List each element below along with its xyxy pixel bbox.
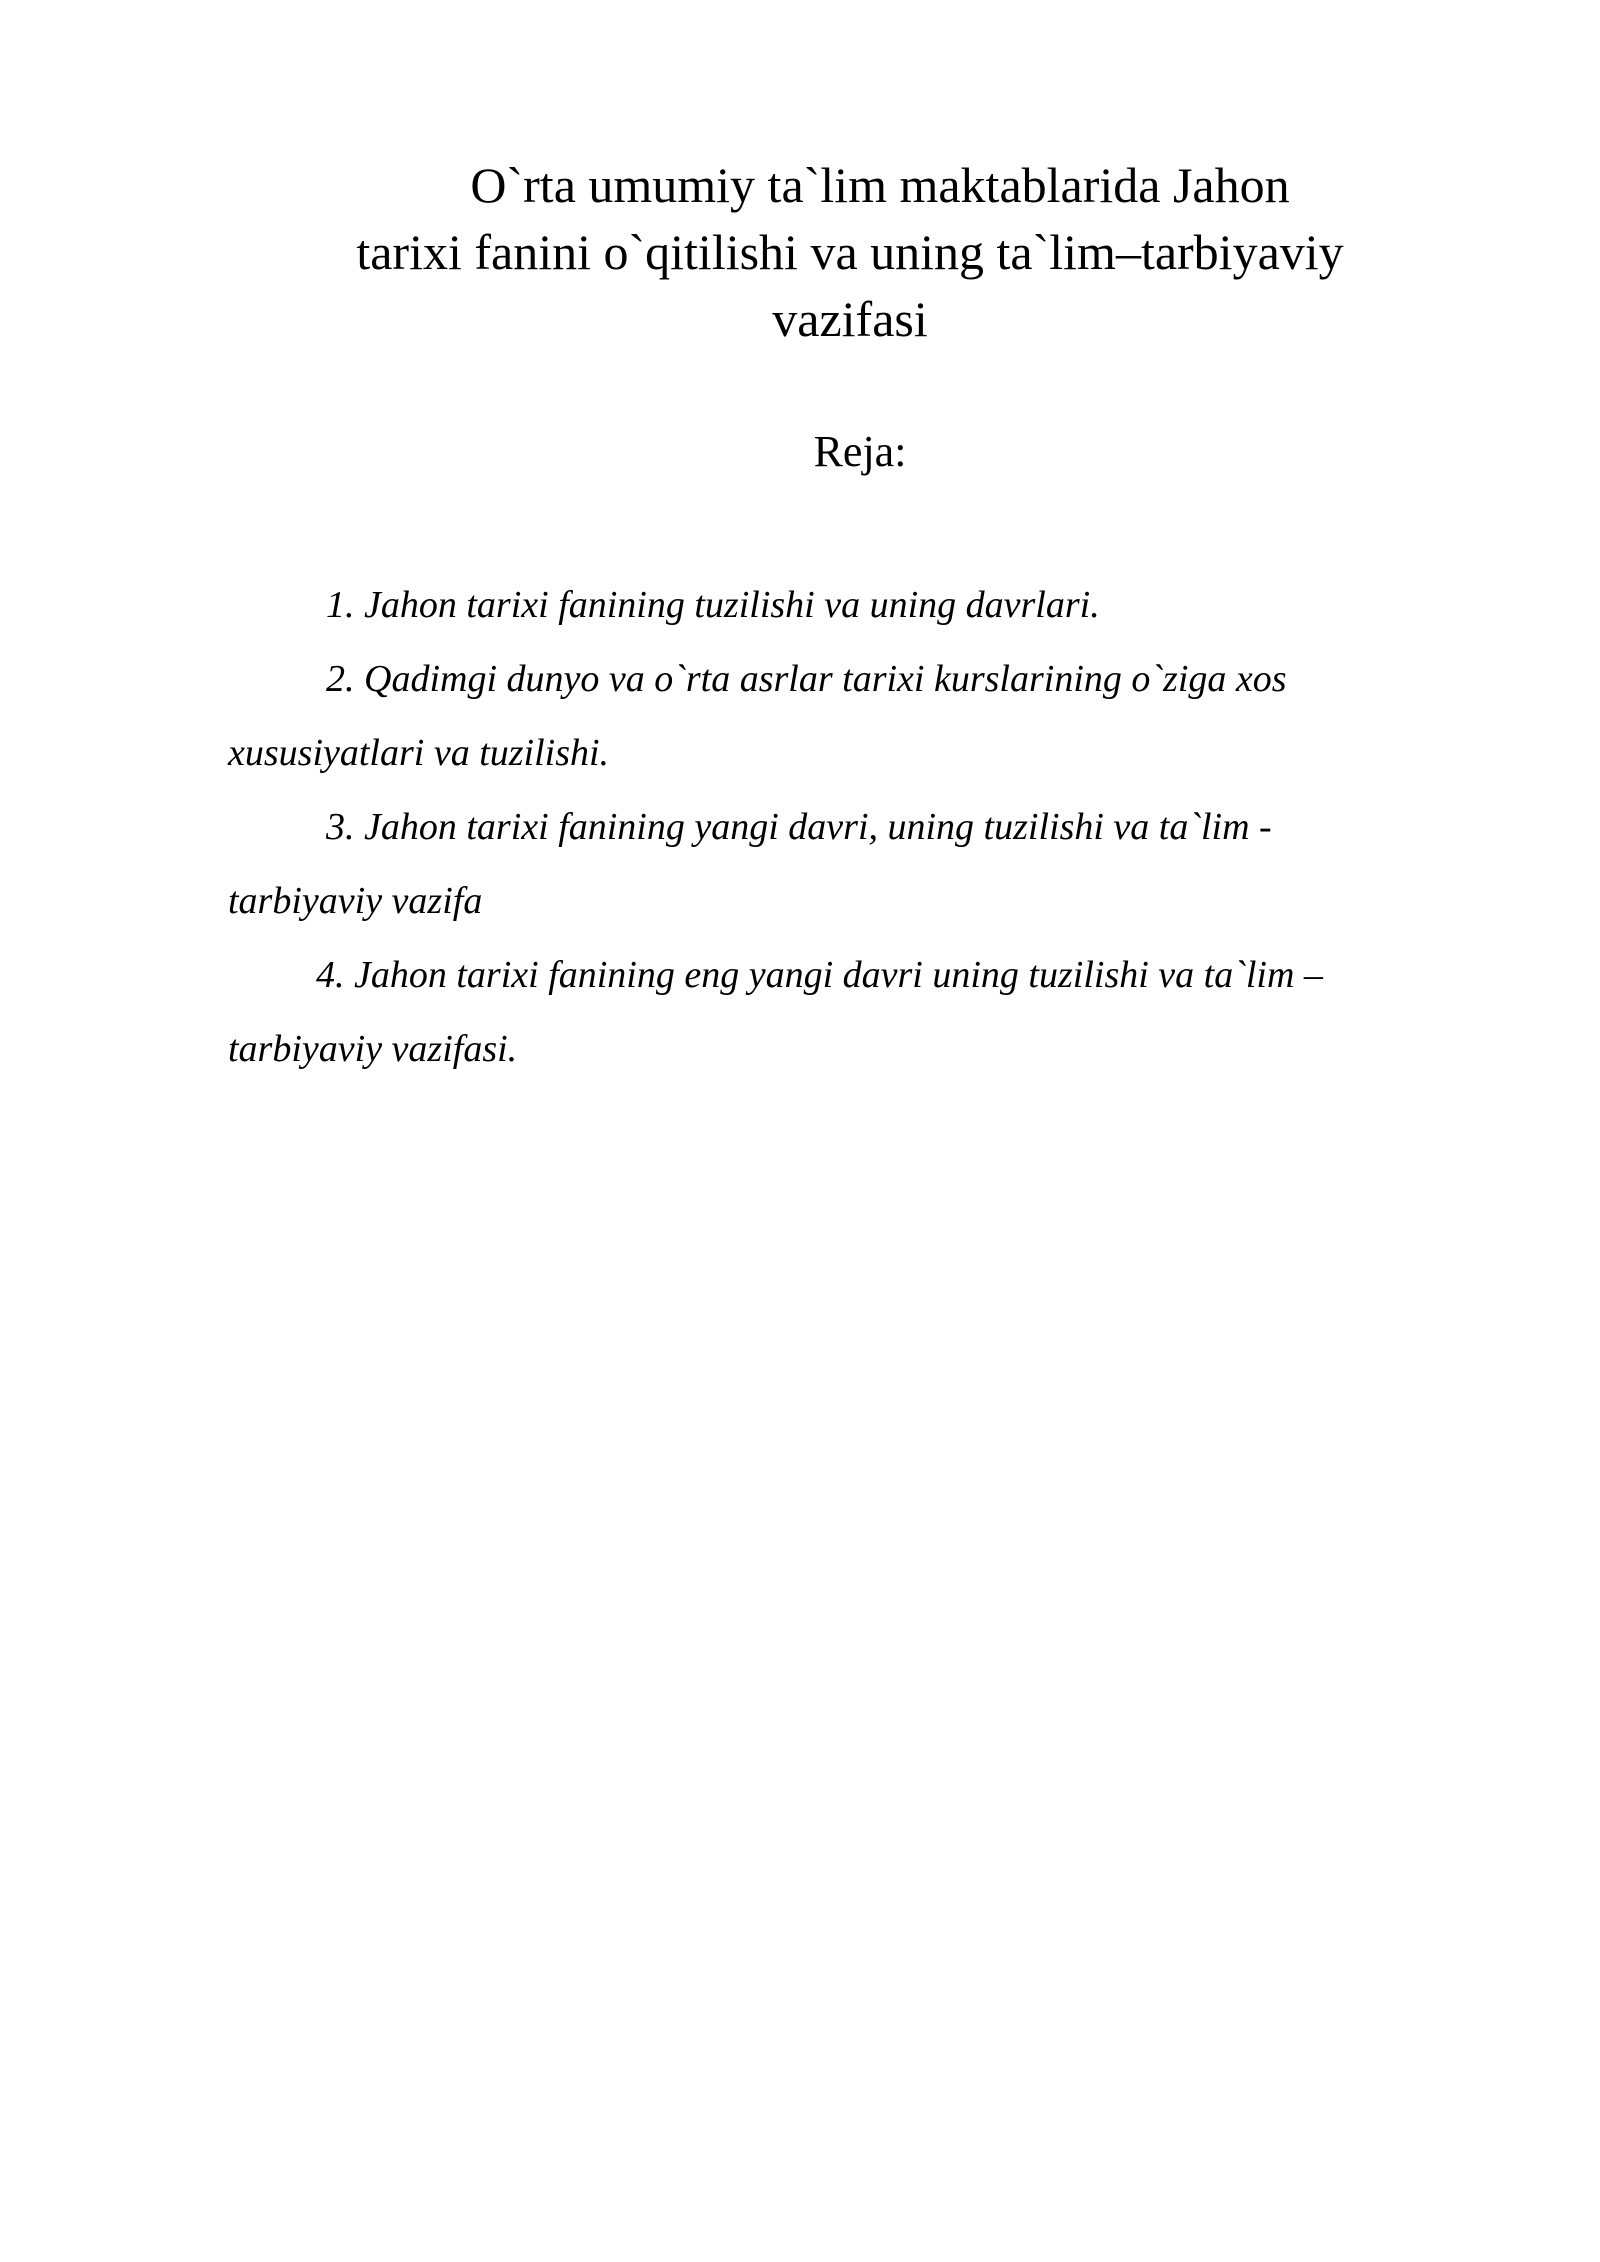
title-line-3: vazifasi (772, 291, 928, 347)
plan-item-2-text: 2. Qadimgi dunyo va o`rta asrlar tarixi kurslarining o`ziga xos (326, 658, 1287, 700)
plan-heading: Reja: (813, 427, 907, 476)
plan-item-4 (228, 938, 1478, 1086)
title-line-1: O`rta umumiy ta`lim maktablarida Jahon (470, 157, 1290, 213)
plan-item-2-continuation: xususiyatlari va tuzilishi. (228, 732, 610, 774)
plan-item-4-continuation: tarbiyaviy vazifasi. (228, 1028, 518, 1070)
plan-item-2 (228, 642, 1478, 790)
plan-item-3-continuation: tarbiyaviy vazifa (228, 880, 483, 922)
title-line-2: tarixi fanini o`qitilishi va uning ta`lim–tarbiyaviy (356, 224, 1344, 280)
plan-list (228, 568, 1478, 1086)
document-title (200, 152, 1500, 353)
plan-item-1 (228, 568, 1478, 642)
plan-item-3 (228, 790, 1478, 938)
plan-item-4-text: 4. Jahon tarixi fanining eng yangi davri uning tuzilishi va ta`lim – (316, 954, 1323, 996)
plan-item-3-text: 3. Jahon tarixi fanining yangi davri, uning tuzilishi va ta`lim - (326, 806, 1272, 848)
plan-item-1-text: 1. Jahon tarixi fanining tuzilishi va uning davrlari. (326, 584, 1100, 626)
